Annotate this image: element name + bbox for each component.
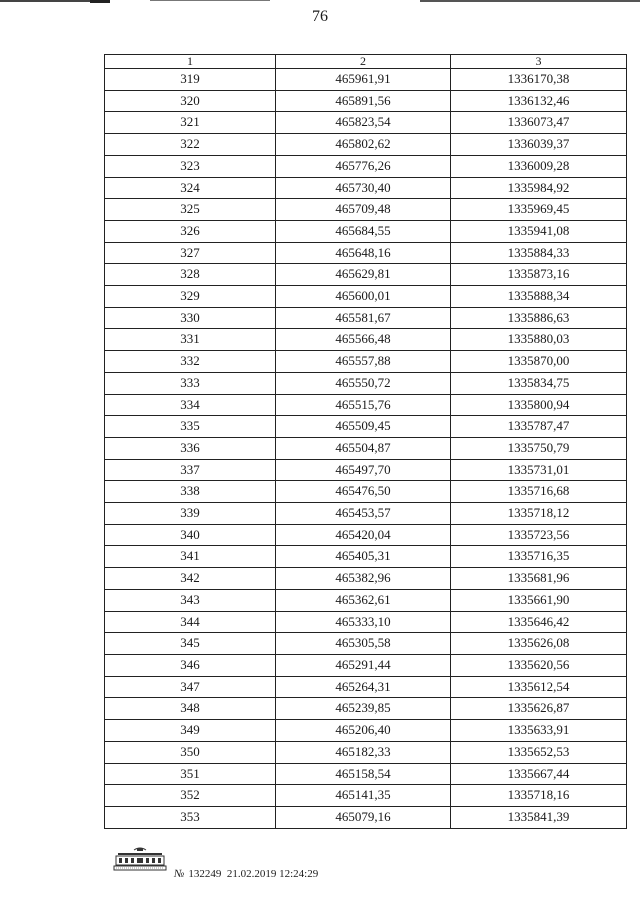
cell-x-coordinate: 465709,48 [276,199,451,221]
cell-point-number: 339 [105,503,276,525]
table-row [105,286,627,308]
table-row [105,741,627,763]
footer [104,846,464,886]
table-row [105,394,627,416]
cell-x-coordinate: 465420,04 [276,524,451,546]
cell-x-coordinate: 465158,54 [276,763,451,785]
cell-x-coordinate: 465305,58 [276,633,451,655]
cell-point-number: 326 [105,220,276,242]
table-row [105,763,627,785]
table-header-row [105,55,627,69]
table-row [105,806,627,828]
cell-y-coordinate: 1335870,00 [451,351,627,373]
cell-x-coordinate: 465509,45 [276,416,451,438]
cell-y-coordinate: 1335716,35 [451,546,627,568]
cell-x-coordinate: 465648,16 [276,242,451,264]
cell-x-coordinate: 465515,76 [276,394,451,416]
cell-x-coordinate: 465382,96 [276,568,451,590]
cell-point-number: 324 [105,177,276,199]
cell-x-coordinate: 465497,70 [276,459,451,481]
cell-y-coordinate: 1335800,94 [451,394,627,416]
registration-datetime: 21.02.2019 12:24:29 [226,868,319,880]
table-row [105,242,627,264]
cell-x-coordinate: 465476,50 [276,481,451,503]
cell-y-coordinate: 1335941,08 [451,220,627,242]
cell-x-coordinate: 465629,81 [276,264,451,286]
table-row [105,199,627,221]
cell-y-coordinate: 1335612,54 [451,676,627,698]
table-row [105,676,627,698]
cell-y-coordinate: 1336039,37 [451,134,627,156]
cell-point-number: 319 [105,69,276,91]
column-header-y: 3 [451,55,627,69]
cell-point-number: 330 [105,307,276,329]
cell-point-number: 322 [105,134,276,156]
cell-point-number: 334 [105,394,276,416]
cell-point-number: 325 [105,199,276,221]
cell-point-number: 346 [105,654,276,676]
cell-y-coordinate: 1335886,63 [451,307,627,329]
cell-y-coordinate: 1335633,91 [451,720,627,742]
table-row [105,177,627,199]
cell-point-number: 331 [105,329,276,351]
table-row [105,720,627,742]
cell-x-coordinate: 465891,56 [276,90,451,112]
cell-y-coordinate: 1335718,16 [451,785,627,807]
cell-y-coordinate: 1335626,87 [451,698,627,720]
table-row [105,481,627,503]
table-row [105,437,627,459]
building-seal-icon [110,846,170,872]
cell-x-coordinate: 465362,61 [276,589,451,611]
table-row [105,459,627,481]
cell-y-coordinate: 1335681,96 [451,568,627,590]
cell-x-coordinate: 465405,31 [276,546,451,568]
cell-point-number: 343 [105,589,276,611]
table-row [105,264,627,286]
cell-x-coordinate: 465550,72 [276,372,451,394]
column-header-point: 1 [105,55,276,69]
table-row [105,589,627,611]
cell-x-coordinate: 465239,85 [276,698,451,720]
table-row [105,69,627,91]
cell-y-coordinate: 1336073,47 [451,112,627,134]
cell-point-number: 335 [105,416,276,438]
cell-x-coordinate: 465453,57 [276,503,451,525]
table-row [105,155,627,177]
cell-x-coordinate: 465802,62 [276,134,451,156]
cell-x-coordinate: 465557,88 [276,351,451,373]
cell-x-coordinate: 465684,55 [276,220,451,242]
cell-point-number: 329 [105,286,276,308]
table-row [105,654,627,676]
cell-y-coordinate: 1335834,75 [451,372,627,394]
cell-point-number: 336 [105,437,276,459]
cell-point-number: 320 [105,90,276,112]
cell-x-coordinate: 465504,87 [276,437,451,459]
cell-point-number: 344 [105,611,276,633]
cell-point-number: 348 [105,698,276,720]
cell-y-coordinate: 1335716,68 [451,481,627,503]
cell-y-coordinate: 1335969,45 [451,199,627,221]
cell-y-coordinate: 1335723,56 [451,524,627,546]
cell-point-number: 345 [105,633,276,655]
cell-x-coordinate: 465291,44 [276,654,451,676]
coordinates-table [104,54,627,829]
cell-point-number: 347 [105,676,276,698]
page-number: 76 [312,8,328,25]
cell-y-coordinate: 1335646,42 [451,611,627,633]
table-row [105,546,627,568]
cell-y-coordinate: 1335731,01 [451,459,627,481]
table-row [105,698,627,720]
table-row [105,90,627,112]
scan-edge-artifact [0,0,640,4]
cell-point-number: 350 [105,741,276,763]
cell-point-number: 353 [105,806,276,828]
cell-point-number: 341 [105,546,276,568]
cell-y-coordinate: 1335667,44 [451,763,627,785]
cell-point-number: 328 [105,264,276,286]
cell-y-coordinate: 1335652,53 [451,741,627,763]
cell-point-number: 337 [105,459,276,481]
cell-x-coordinate: 465961,91 [276,69,451,91]
cell-y-coordinate: 1336132,46 [451,90,627,112]
cell-x-coordinate: 465333,10 [276,611,451,633]
cell-x-coordinate: 465141,35 [276,785,451,807]
cell-x-coordinate: 465730,40 [276,177,451,199]
table-row [105,633,627,655]
cell-x-coordinate: 465581,67 [276,307,451,329]
table-row [105,220,627,242]
table-row [105,611,627,633]
cell-point-number: 338 [105,481,276,503]
table-row [105,503,627,525]
number-sign: № [174,868,185,880]
cell-y-coordinate: 1335620,56 [451,654,627,676]
table-row [105,416,627,438]
cell-point-number: 327 [105,242,276,264]
cell-y-coordinate: 1335873,16 [451,264,627,286]
cell-point-number: 340 [105,524,276,546]
table-row [105,372,627,394]
cell-y-coordinate: 1336170,38 [451,69,627,91]
cell-y-coordinate: 1335661,90 [451,589,627,611]
table-row [105,112,627,134]
cell-point-number: 333 [105,372,276,394]
cell-point-number: 342 [105,568,276,590]
registration-number: 132249 [188,868,222,880]
cell-y-coordinate: 1335718,12 [451,503,627,525]
table-row [105,785,627,807]
cell-point-number: 323 [105,155,276,177]
table-row [105,307,627,329]
cell-y-coordinate: 1335626,08 [451,633,627,655]
table-row [105,134,627,156]
cell-x-coordinate: 465600,01 [276,286,451,308]
cell-y-coordinate: 1335787,47 [451,416,627,438]
cell-x-coordinate: 465206,40 [276,720,451,742]
table-row [105,524,627,546]
cell-y-coordinate: 1335884,33 [451,242,627,264]
cell-point-number: 352 [105,785,276,807]
cell-y-coordinate: 1335984,92 [451,177,627,199]
cell-y-coordinate: 1335750,79 [451,437,627,459]
table-row [105,329,627,351]
cell-y-coordinate: 1336009,28 [451,155,627,177]
table-row [105,351,627,373]
cell-x-coordinate: 465264,31 [276,676,451,698]
cell-point-number: 349 [105,720,276,742]
cell-x-coordinate: 465182,33 [276,741,451,763]
cell-point-number: 332 [105,351,276,373]
table-row [105,568,627,590]
cell-x-coordinate: 465079,16 [276,806,451,828]
cell-point-number: 351 [105,763,276,785]
cell-y-coordinate: 1335841,39 [451,806,627,828]
cell-x-coordinate: 465566,48 [276,329,451,351]
table-body [105,69,627,829]
cell-y-coordinate: 1335880,03 [451,329,627,351]
column-header-x: 2 [276,55,451,69]
cell-x-coordinate: 465823,54 [276,112,451,134]
cell-x-coordinate: 465776,26 [276,155,451,177]
cell-point-number: 321 [105,112,276,134]
registration-stamp [174,868,318,880]
cell-y-coordinate: 1335888,34 [451,286,627,308]
